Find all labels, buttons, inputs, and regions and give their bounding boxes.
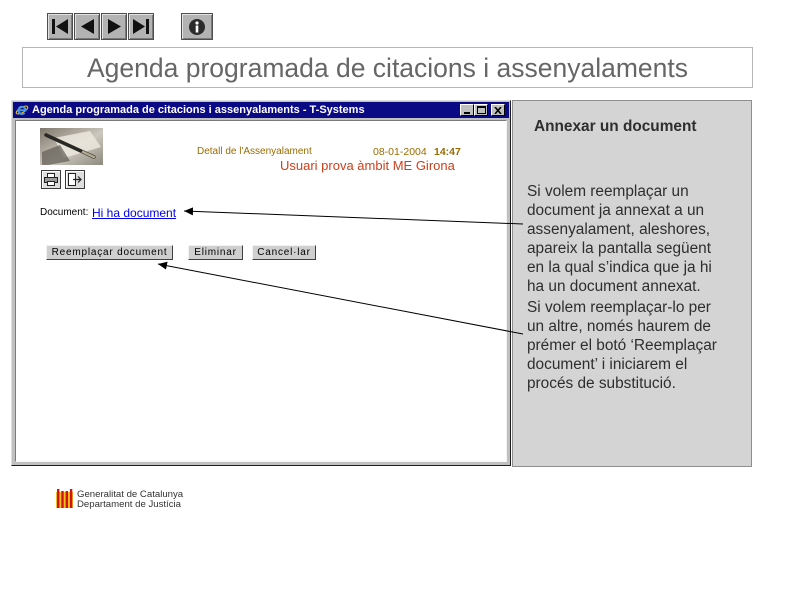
minimize-button[interactable]	[460, 104, 474, 116]
minimize-icon	[463, 107, 471, 114]
footer-line-1: Generalitat de Catalunya	[77, 489, 184, 500]
info-button[interactable]	[181, 13, 213, 40]
close-icon	[494, 107, 502, 114]
help-text-line: un altre, només haurem de	[527, 318, 711, 335]
help-text	[527, 182, 717, 393]
current-user: Usuari prova àmbit ME Girona	[280, 158, 455, 173]
help-text-line: document’ i iniciarem el	[527, 356, 688, 373]
slide-title: Agenda programada de citacions i assenyalaments	[22, 47, 753, 88]
help-heading: Annexar un document	[534, 118, 697, 135]
window-content	[15, 120, 507, 462]
help-panel	[512, 100, 752, 467]
print-icon	[44, 173, 58, 186]
document-link[interactable]: Hi ha document	[92, 206, 177, 220]
slide-navigation	[47, 13, 154, 40]
last-slide-button[interactable]	[128, 13, 154, 40]
generalitat-logo	[56, 489, 73, 508]
help-text-line: apareix la pantalla següent	[527, 240, 711, 257]
record-date: 08-01-2004	[373, 146, 427, 158]
header-photo	[40, 128, 103, 165]
help-text-line: assenyalament, aleshores,	[527, 221, 711, 238]
exit-button[interactable]	[65, 170, 85, 189]
next-page-icon	[105, 18, 123, 35]
record-time: 14:47	[434, 146, 461, 158]
exit-icon	[68, 173, 82, 186]
application-window	[11, 100, 511, 466]
previous-page-icon	[78, 18, 96, 35]
replace-document-button[interactable]: Reemplaçar document	[46, 245, 173, 260]
first-slide-button[interactable]	[47, 13, 73, 40]
first-page-icon	[51, 18, 69, 35]
document-label: Document:	[40, 207, 89, 218]
last-page-icon	[132, 18, 150, 35]
help-text-line: Si volem reemplaçar-lo per	[527, 299, 711, 316]
internet-explorer-icon	[15, 103, 29, 117]
print-button[interactable]	[41, 170, 61, 189]
next-slide-button[interactable]	[101, 13, 127, 40]
window-title: Agenda programada de citacions i assenyalaments - T-Systems	[32, 104, 365, 116]
maximize-icon	[477, 106, 486, 114]
help-paragraph	[527, 298, 717, 393]
help-text-line: en la qual s’indica que ja hi	[527, 259, 712, 276]
help-text-line: document ja annexat a un	[527, 202, 705, 219]
help-text-line: prémer el botó ‘Reemplaçar	[527, 337, 717, 354]
maximize-button[interactable]	[474, 104, 488, 116]
previous-slide-button[interactable]	[74, 13, 100, 40]
delete-button[interactable]: Eliminar	[188, 245, 243, 260]
window-title-bar[interactable]	[13, 102, 509, 118]
close-button[interactable]	[491, 104, 505, 116]
footer-line-2: Departament de Justícia	[77, 499, 181, 510]
cancel-button[interactable]: Cancel·lar	[252, 245, 316, 260]
footer-organization	[77, 490, 183, 510]
info-icon	[188, 18, 206, 36]
help-paragraph	[527, 182, 717, 296]
help-text-line: Si volem reemplaçar un	[527, 183, 689, 200]
section-title: Detall de l'Assenyalament	[197, 146, 312, 157]
help-text-line: ha un document annexat.	[527, 278, 701, 295]
help-text-line: procés de substitució.	[527, 375, 676, 392]
